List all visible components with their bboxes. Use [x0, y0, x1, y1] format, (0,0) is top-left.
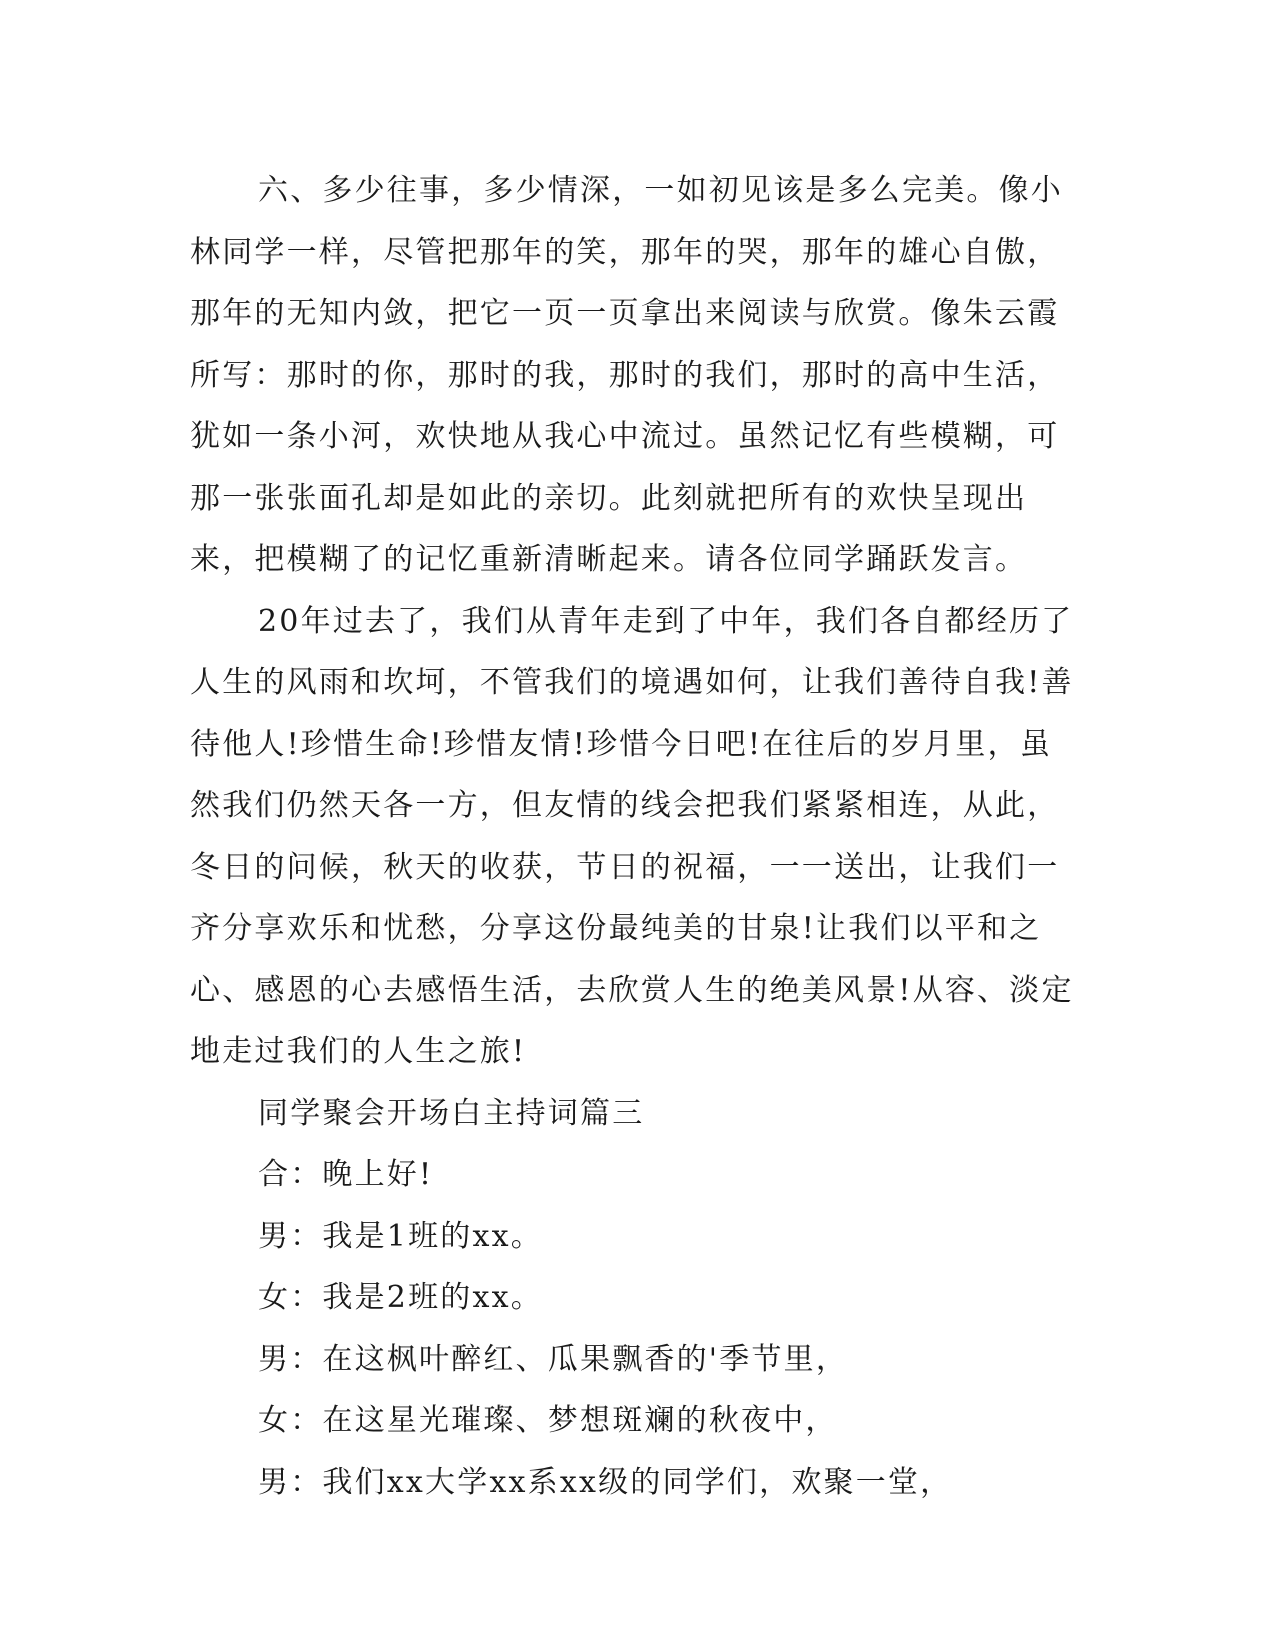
- dialogue-line-greeting: 合：晚上好!: [258, 1157, 434, 1192]
- paragraph-twenty-years: 20年过去了，我们从青年走到了中年，我们各自都经历了人生的风雨和坎坷，不管我们的境遇如何，让我们善待自我!善待他人!珍惜生命!珍惜友情!珍惜今日吧!在往后的岁月里，虽然我们仍然天各一方，但友情的线会把我们紧紧相连，从此，冬日的问候，秋天的收获，节日的祝福，一一送出，让我们一齐分享欢乐和忧愁，分享这份最纯美的甘泉!让我们以平和之心、感恩的心去感悟生活，去欣赏人生的绝美风景!从容、淡定地走过我们的人生之旅!: [190, 603, 1074, 1069]
- dialogue-line-male-season: 男：在这枫叶醉红、瓜果飘香的'季节里，: [258, 1341, 849, 1377]
- document-page: [190, 160, 1080, 1513]
- dialogue-line-male-intro: 男：我是1班的xx。: [258, 1218, 543, 1254]
- dialogue-line-female-intro: 女：我是2班的xx。: [258, 1280, 543, 1315]
- dialogue-line-male-gathering: 男：我们xx大学xx系xx级的同学们，欢聚一堂，: [258, 1464, 953, 1500]
- section-title: 同学聚会开场白主持词篇三: [258, 1095, 645, 1131]
- paragraph-memories: 六、多少往事，多少情深，一如初见该是多么完美。像小林同学一样，尽管把那年的笑，那年的哭，那年的雄心自傲，那年的无知内敛，把它一页一页拿出来阅读与欣赏。像朱云霞所写：那时的你，那时的我，那时的我们，那时的高中生活，犹如一条小河，欢快地从我心中流过。虽然记忆有些模糊，可那一张张面孔却是如此的亲切。此刻就把所有的欢快呈现出来，把模糊了的记忆重新清晰起来。请各位同学踊跃发言。: [190, 173, 1063, 577]
- dialogue-line-female-night: 女：在这星光璀璨、梦想斑斓的秋夜中，: [258, 1403, 838, 1438]
